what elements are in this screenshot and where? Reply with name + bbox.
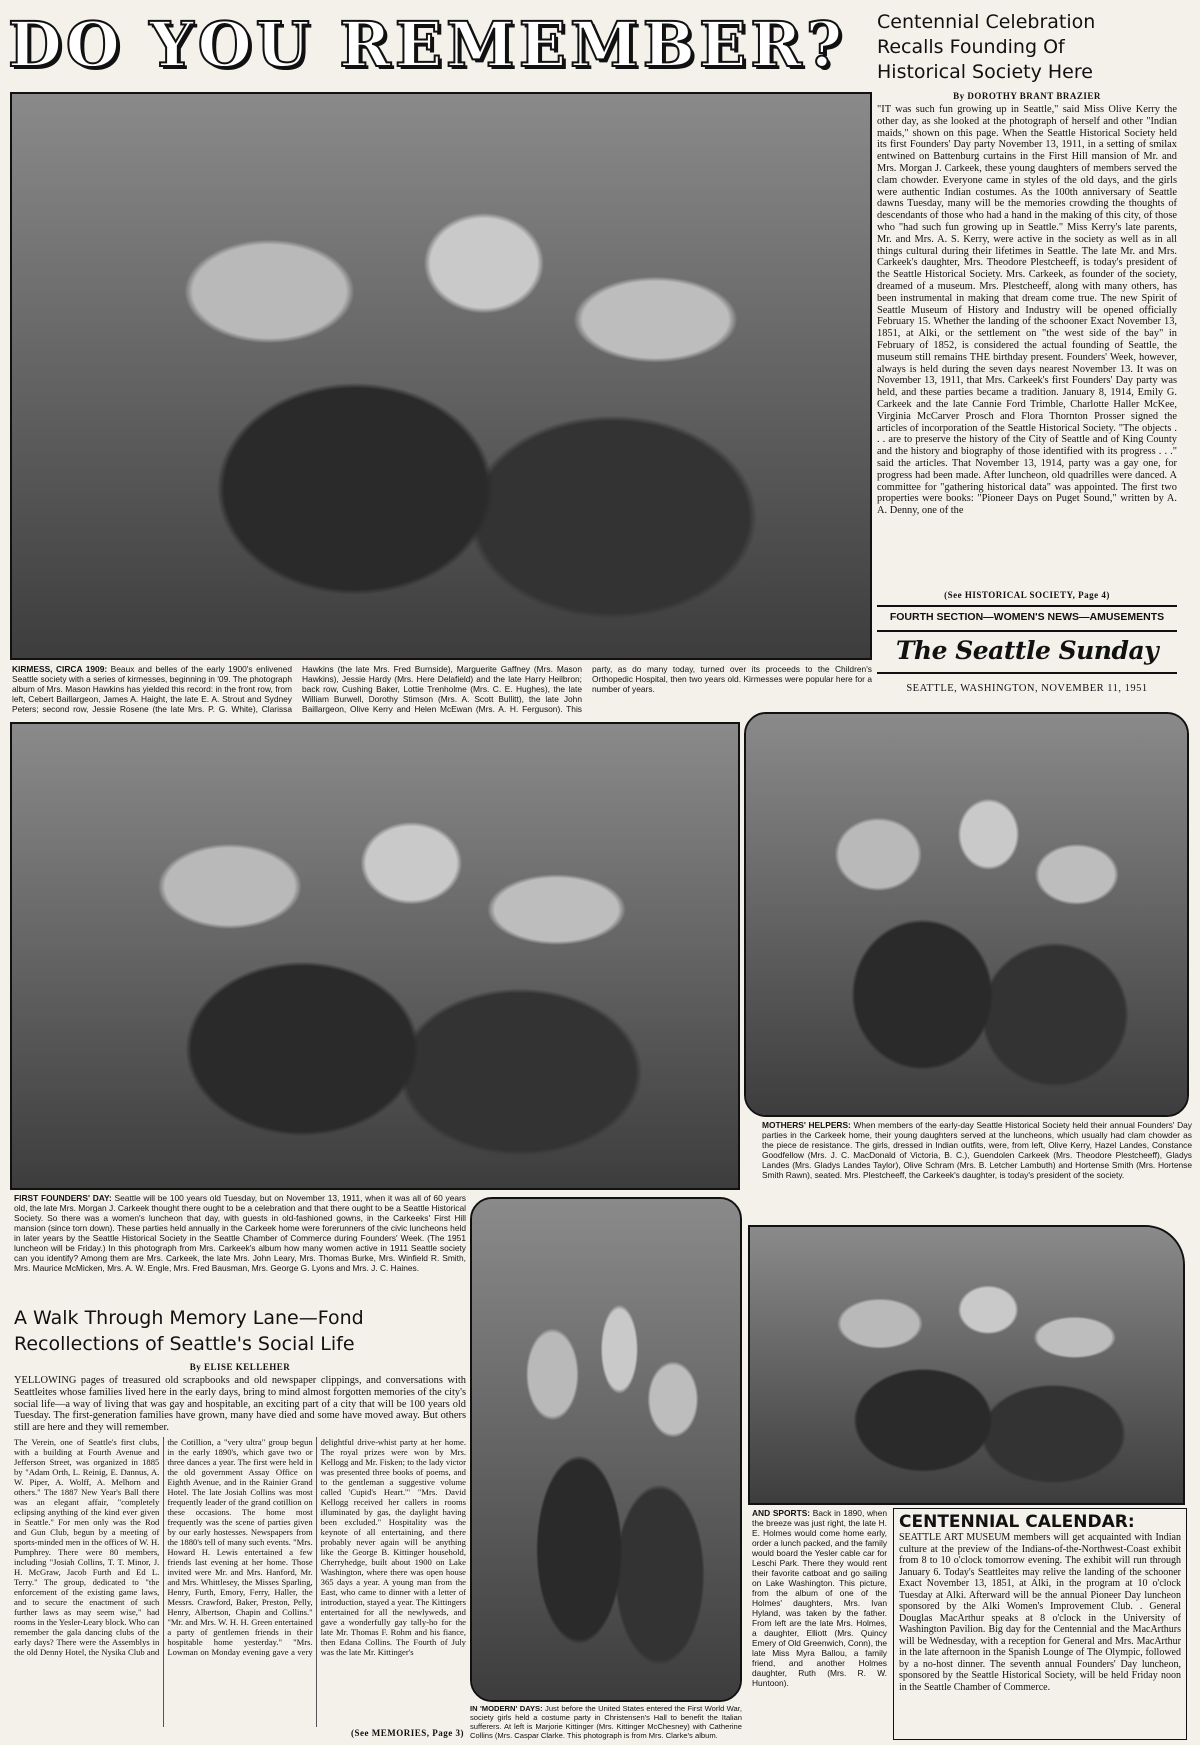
sports-caption [752, 1508, 887, 1743]
lead-headline-line: Historical Society Here [877, 61, 1093, 83]
memory-intro: YELLOWING pages of treasured old scrapbooks and old newspaper clippings, and conversations with Seattleites whose families lived here in the early days, bring to mind almost forgotten memories of the city's social life—a way of living that was gay and hospitable, an exciting part of a city that will be 100 years old Tuesday. The first-generation families have grown, many have died and some have moved away. But others still are here and they will remember. [14, 1375, 466, 1434]
sports-caption-text: Back in 1890, when the breeze was just right, the late H. E. Holmes would come home early, order a lunch packed, and the family would board the Yesler cable car for Leschi Park. There they would rent their favorite catboat and go sailing on Lake Washington. This picture, from the album of one of the Holmes' daughters, Mrs. Ivan Hyland, was taken by the father. From left are the late Mrs. Holmes, a daughter, Elliott (Mrs. Quincy Emery of Old Greenwich, Conn), the late Miss Myra Ballou, a family friend, and another Holmes daughter, Ruth (Mrs. R. W. Huntoon). [752, 1508, 887, 1688]
dateline: SEATTLE, WASHINGTON, NOVEMBER 11, 1951 [906, 683, 1148, 694]
memory-headline-line: A Walk Through Memory Lane—Fond [14, 1307, 364, 1329]
calendar-body: SEATTLE ART MUSEUM members will get acquainted with Indian culture at the preview of the Indians-of-the-Northwest-Coast exhibit from 8 to 10 o'clock tomorrow evening. The exhibit will run through January 6. Today's Seattleites may relive the landing of the schooner Exact November 13, 1851, at Alki, in the program at 10 o'clock Tuesday at Alki. Afterward will be the annual Pioneer Day luncheon sponsored by the Alki Women's Improvement Club. . General Douglas MacArthur speaks at 8 o'clock in the University of Washington Pavilion. Big day for the Centennial and the MacArthurs will be Wednesday, with a reception for General and Mrs. MacArthur in the late afternoon in the Spanish Lounge of The Olympic, followed by a no-host dinner. The seventh annual Founders' Day luncheon, sponsored by the Seattle Historical Society, will be held Friday noon in the Seattle Chamber of Commerce. [899, 1532, 1181, 1693]
kirmess-caption-lead: KIRMESS, CIRCA 1909: [12, 664, 108, 674]
founders-day-caption-lead: FIRST FOUNDERS' DAY: [14, 1193, 112, 1203]
memory-continued: (See MEMORIES, Page 3) [351, 1728, 464, 1738]
lead-continued: (See HISTORICAL SOCIETY, Page 4) [944, 590, 1110, 600]
founders-day-caption-text: Seattle will be 100 years old Tuesday, but on November 13, 1911, when it was all of 60 years old, the late Mrs. Morgan J. Carkeek thought there ought to be a celebration and that there ought to be a Seattle Historical Society. So there was a women's luncheon that day, with guests in old-fashioned gowns, in the Carkeeks' First Hill mansion (since torn down). These parties held annually in the Carkeek home were forerunners of the civic luncheons held in later years by the Seattle Historical Society in the Seattle Chamber of Commerce during Founders' Week. (The 1951 luncheon will be Friday.) In this photograph from Mrs. Carkeek's album how many women active in 1911 Seattle society can you identify? Among them are Mrs. Carkeek, the late Mrs. John Leary, Mrs. Thomas Burke, Mrs. Winfield R. Smith, Mrs. Maurice McMicken, Mrs. A. W. Engle, Mrs. Fred Bausman, Mrs. George G. Lyons and Mrs. J. C. Haines. [14, 1193, 466, 1273]
lead-headline [877, 10, 1177, 90]
lead-story-body: "IT was such fun growing up in Seattle," said Miss Olive Kerry the other day, as she looked at the photograph of herself and other "Indian maids," shown on this page. When the Seattle Historical Society held its first Founders' Day party November 13, 1911, in a setting of smilax entwined on Battenburg curtains in the First Hill mansion of Mr. and Mrs. Morgan J. Carkeek, these young daughters of members served the clam chowder. Everyone came in styles of the old days, and the girls were authentic Indian costumes. As the 100th anniversary of Seattle dawns Tuesday, many will be the memories crowding the thoughts of descendants of those who had a hand in the making of this city, of those who "had such fun growing up in Seattle." Miss Kerry's late parents, Mr. and Mrs. A. S. Kerry, were active in the society as well as in all things cultural during their lifetimes in Seattle. The late Mr. and Mrs. Carkeek's daughter, Mrs. Theodore Plestcheeff, is today's president of the Seattle Historical Society. Mrs. Carkeek, as founder of the society, dreamed of a museum. Mrs. Plestcheeff, along with many others, has been instrumental in making that dream come true. The new Spirit of Seattle Museum of History and Industry will be opened officially February 15. Whether the landing of the schooner Exact November 13, 1851, at Alki, or the settlement on "the west side of the bay" in February of 1852, is considered the actual founding of Seattle, the museum still remains THE birthday present. Founders' Week, however, always is held during the seven days nearest November 13. It was on November 13, 1911, that Mrs. Carkeek's first Founders' Day party was held, and these parties became a tradition. January 8, 1914, Emily G. Carkeek and the late Cannie Ford Trimble, Charlotte Haller McKee, Virginia McCarver Prosch and Flora Thornton Prosser signed the articles of incorporation of the Seattle Historical Society. "The objects . . . are to preserve the history of the City of Seattle and of King County and the history and biography of those identified with its progress . . ." said the articles. That November 13, 1914, party was a gay one, for progress had been made. After luncheon, old quadrilles were danced. A committee for "gathering historical data" was appointed. The first two properties were books: "Pioneer Days on Puget Sound," written by A. A. Denny, one of the [877, 104, 1177, 517]
modern-days-caption-lead: IN 'MODERN' DAYS: [470, 1704, 543, 1713]
kirmess-photo [10, 92, 872, 660]
masthead-title: DO YOU REMEMBER? [8, 10, 847, 81]
memory-headline-line: Recollections of Seattle's Social Life [14, 1333, 355, 1355]
kirmess-caption [12, 664, 872, 719]
sports-photo [748, 1225, 1185, 1505]
lead-headline-line: Centennial Celebration [877, 11, 1096, 33]
memory-byline: By ELISE KELLEHER [189, 1362, 291, 1372]
mothers-helpers-caption-text: When members of the early-day Seattle Historical Society held their annual Founders' Day parties in the Carkeek home, their young daughters served at the luncheons, which usually had clam chowder as the piece de resistance. The girls, dressed in Indian outfits, were, from left, Olive Kerry, Hazel Landes, Constance Goodfellow (Mrs. J. C. MacDonald of Victoria, B. C.), Guendolen Carkeek (Mrs. Theodore Plestcheeff), Gladys Landes (Mrs. Gladys Landes Taylor), Olive Schram (Mrs. B. Letcher Lambuth) and Hortense Smith (Mrs. Hortense Smith Rawn), seated. Mrs. Plestcheeff, the Carkeek's daughter, is today's president of the society. [762, 1120, 1192, 1180]
founders-day-caption [14, 1193, 466, 1297]
sports-caption-lead: AND SPORTS: [752, 1508, 811, 1518]
calendar-box [893, 1508, 1187, 1740]
mothers-helpers-caption-lead: MOTHERS' HELPERS: [762, 1120, 851, 1130]
modern-days-photo [470, 1197, 742, 1702]
modern-days-caption [470, 1704, 742, 1745]
section-label: FOURTH SECTION—WOMEN'S NEWS—AMUSEMENTS [889, 611, 1165, 623]
lead-headline-line: Recalls Founding Of [877, 36, 1065, 58]
memory-headline [14, 1305, 466, 1361]
mothers-helpers-photo [744, 712, 1189, 1117]
memory-body: The Verein, one of Seattle's first clubs, with a building at Fourth Avenue and Jefferson Street, was organized in 1885 by "Adam Orth, L. Reinig, E. Dannus, A. W. Piper, A. Wolff, A. Melhorn and others." The 1887 New Year's Ball there was an elegant affair, "completely eclipsing anything of the kind ever given in Seattle." For men only was the Rod and Gun Club, begun by a meeting of sports-minded men in the offices of W. H. Pumphrey. There were 80 members, including "Josiah Collins, T. T. Minor, J. H. McGraw, Jacob Furth and Ed L. Terry." The group, dedicated to "the enforcement of the existing game laws, and to secure the enactment of such further laws as may seem wise," had rooms in the Yesler-Leary block. Who can remember the gala dancing clubs of the early days? There were the Assemblys in the old Denny Hotel, the Nysika Club and the Cotillion, a "very ultra" group begun in the early 1890's, which gave two or three dances a year. The first were held in the old government Assay Office on Eighth Avenue, and in the Rainier Grand Hotel. The late Josiah Collins was most frequently leader of the grand cotillion on these occasions. The home most frequently was the scene of parties given by our early hostesses. Newspapers from the 1880's tell of many such events. "Mrs. Howard H. Lewis entertained a few friends last evening at her home. Those invited were Mr. and Mrs. Hanford, Mr. and Mrs. Whittlesey, the Misses Sparling, Henry, Furth, Emory, Ferry, Haller, the Messrs. Crawford, Baker, Preston, Pelly, Henry, Albertson, Chapin and Collins." "Mr. and Mrs. W. H. H. Green entertained a party of gentlemen friends in their hospitable home yesterday." "Mrs. Lowman on Monday evening gave a very delightful drive-whist party at her home. The royal prizes were won by Mrs. Kellogg and Mr. Fisken; to the lady victor was presented three books of poems, and to the gentleman a suggestive volume called 'Cupid's Heart.'" "Mrs. David Kellogg received her callers in rooms illuminated by gas, the daylight having been excluded." Hospitality was the keynote of all entertaining, and there probably never again will be anything like the George B. Kittinger household, Cherryhedge, built about 1900 on Lake Washington, where there was open house 365 days a year. A young man from the East, who came to dinner with a letter of introduction, stayed a year. The Kittingers entertained for all the newlyweds, and gave a wonderfully gay tally-ho for the late Mr. Thomas F. Rohm and his fiance, then Edana Collins. The Fourth of July was the late Mr. Kittinger's [14, 1437, 466, 1657]
calendar-heading: CENTENNIAL CALENDAR: [899, 1512, 1135, 1532]
lead-byline: By DOROTHY BRANT BRAZIER [953, 91, 1101, 101]
paper-nameplate: The Seattle Sunday [877, 630, 1177, 674]
mothers-helpers-caption [762, 1120, 1192, 1224]
founders-day-photo [10, 722, 740, 1190]
section-rule [877, 605, 1177, 609]
modern-days-caption-text: Just before the United States entered the First World War, society girls held a costume party in Christensen's Hall to benefit the Italian sufferers. At left is Marjorie Kittinger (Mrs. Kittinger McChesney) with Catherine Collins (Mrs. Caspar Clarke. This photograph is from Mrs. Clarke's album. [470, 1704, 742, 1740]
kirmess-caption-text: Beaux and belles of the early 1900's enlivened Seattle society with a series of kirmesses, beginning in '09. The photograph album of Mrs. Mason Hawkins has yielded this record: in the front row, from left, Cebert Baillargeon, James A. Haight, the late E. A. Strout and Sydney Peters; second row, Jessie Rosene (the late Mrs. P. G. White), Clarissa Hawkins (the late Mrs. Fred Burnside), Marguerite Gaffney (Mrs. Mason Hawkins), Jessie Hardy (Mrs. Here Delafield) and the late Harry Heilbron; back row, Cushing Baker, Lottie Trenholme (Mrs. C. E. Hughes), the late William Burwell, Dorothy Stimson (Mrs. A. Scott Bullitt), the late John Baillargeon, Olive Kerry and Helen McEwan (Mrs. A. H. Ferguson). This party, as do many today, turned over its proceeds to the Children's Orthopedic Hospital, then two years old. Kirmesses were popular here for a number of years. [12, 664, 872, 714]
